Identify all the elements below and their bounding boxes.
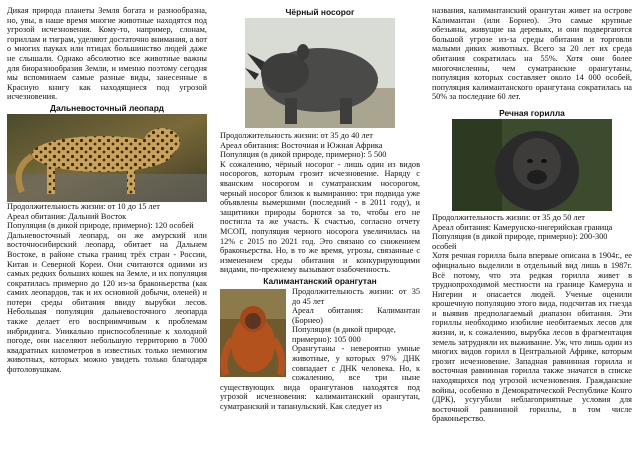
rhino-population: Популяция (в дикой природе, примерно): 5 500 [220,150,387,160]
rhino-stats [220,131,420,160]
rhino-heading: Чёрный носорог [285,7,355,17]
leopard-stats [7,202,207,231]
gorilla-text: Хотя речная горилла была впервые описана в 1904г., ее официально выделили в отдельный вид лишь в 1987г. Всё потому, что эта редкая горилла живет в труднопроходимой местности на границе Камеруна и Нигерии и опасается людей. Ученые оценили крошечную популяцию этого вида, подсчитав их гнезда и выявив предполагаемый диапазон обитания. Эти гориллы необходимо изобилие необитаемых лесов для жизни, и, к сожалению, вырубка лесов в фрагментация земель затрудняли их выживание. Уж, что лишь один из многих видов горилл в Центральной Африке, которым грозит исчезновение. Западная равнинная горилла и восточная равнинная горилла также значатся в списке находящихся под угрозой исчезновения. Гражданские войны, особенно в Демократической Республике Конго (ДРК), усугубили неблагоприятные условия для восточной равнинной гориллы, в том числе браконьерство. [432,251,632,424]
orangutan-lifespan: Продолжительность жизни: от 35 до 45 лет [292,286,420,306]
orangutan-photo [220,289,286,377]
gorilla-stats [432,213,632,251]
gorilla-heading: Речная горилла [499,107,565,118]
gorilla-area: Ареал обитания: Камерунско-нигерийская граница [432,222,613,232]
leopard-photo [7,114,207,202]
rhino-text: К сожалению, чёрный носорог - лишь один из видов носорогов, которым грозит исчезновение. Наряду с яванским носорогом и суматранским носорогом, черный носорог близок к вымиранию: три подвида уже объявлены вымершими (последний - в 2011 году), и защитники природы борются за то, чтобы его не постигла та же участь. К счастью, согласно отчету МСОП, популяция черного носорога увеличилась на 12% с 2015 по 2021 год. Это связано со снижением браконьерства. Но, в то же время, угрозы, связанные с изменением среды обитания и конкурирующими видами, по-прежнему вызывают озабоченность. [220,159,420,275]
orangutan-text-continued: названия, калимантанский орангутан живет на острове Калимантан (или Борнео). Это самые крупные обезьяны, живущие на деревьях, и они подвергаются большой угрозе из-за среды обитания и торговли малыми диких животных. Всего за 20 лет их среда обитания сократилась на 55%. Хотя они более многочисленны, чем суматранские орангутаны, популяция которых составляет около 14 000 особей, популяция калимантанского орангутана сократилась на 50% за последние 60 лет. [432,6,632,102]
gorilla-lifespan: Продолжительность жизни: от 35 до 50 лет [432,212,585,222]
leopard-lifespan: Продолжительность жизни: от 10 до 15 лет [7,201,160,211]
leopard-text: Дальневосточный леопард, он же амурский или восточносибирский леопард, обитает на Дальнем Востоке, в районе стыка границ трёх стран - России, Китая и Северной Кореи. Они считаются одними из самых редких больших кошек на Земле, и их популяция сократилась примерно до 120 из-за браконьерства (как самих леопардов, так и их основной добычи, оленей) и потери среды обитания ввиду вырубки лесов. Небольшая популяция дальневосточного леопарда также делает его восприимчивым к проблемам инбридинга. Уникально приспособленные к холодной погоде, они населяют небольшую территорию в 7000 квадратных километров в известных только немногим животных, которых можно увидеть только благодаря фотоловушкам. [7,230,207,375]
leopard-area: Ареал обитания: Дальний Восток [7,211,127,221]
column-left [7,6,207,375]
leopard-population: Популяция (в дикой природе, примерно): 120 особей [7,221,194,231]
orangutan-area: Ареал обитания: Калимантан (Борнео) [292,306,420,325]
orangutan-block [220,287,420,412]
column-middle [220,6,420,412]
rhino-lifespan: Продолжительность жизни: от 35 до 40 лет [220,131,373,140]
rhino-area: Ареал обитания: Восточная и Южная Африка [220,140,383,150]
orangutan-heading: Калимантанский орангутан [263,275,377,286]
column-right [432,6,632,424]
gorilla-photo [452,119,612,211]
orangutan-population: Популяция (в дикой природе, примерно): 105 000 [292,325,396,344]
intro-paragraph: Дикая природа планеты Земля богата и разнообразна, но, увы, в наше время многие животные находятся под угрозой исчезновения. Кому-то, например, слонам, гориллам и тиграм, уделяют достаточно внимания, а вот о многих пауках или птицах большинство людей даже не слышали. Однако абсолютно все животные важны для биоразнообразия Земли, и именно поэтому сегодня мы вспоминаем самые разные виды, занесенные в Красную книгу как находящиеся под угрозой исчезновения. [7,6,207,102]
leopard-heading: Дальневосточный леопард [50,102,164,113]
gorilla-population: Популяция (в дикой природе, примерно): 200-300 особей [432,232,608,251]
rhino-photo [245,18,395,128]
orangutan-text: Орангутаны - невероятно умные животные, у которых 97% ДНК совпадает с ДНК человека. Но, к сожалению, все три ныне существующих вида орангутанов находятся под угрозой исчезновения: калимантанский орангутан, суматранский и тапанульский. Как следует из [220,344,420,412]
